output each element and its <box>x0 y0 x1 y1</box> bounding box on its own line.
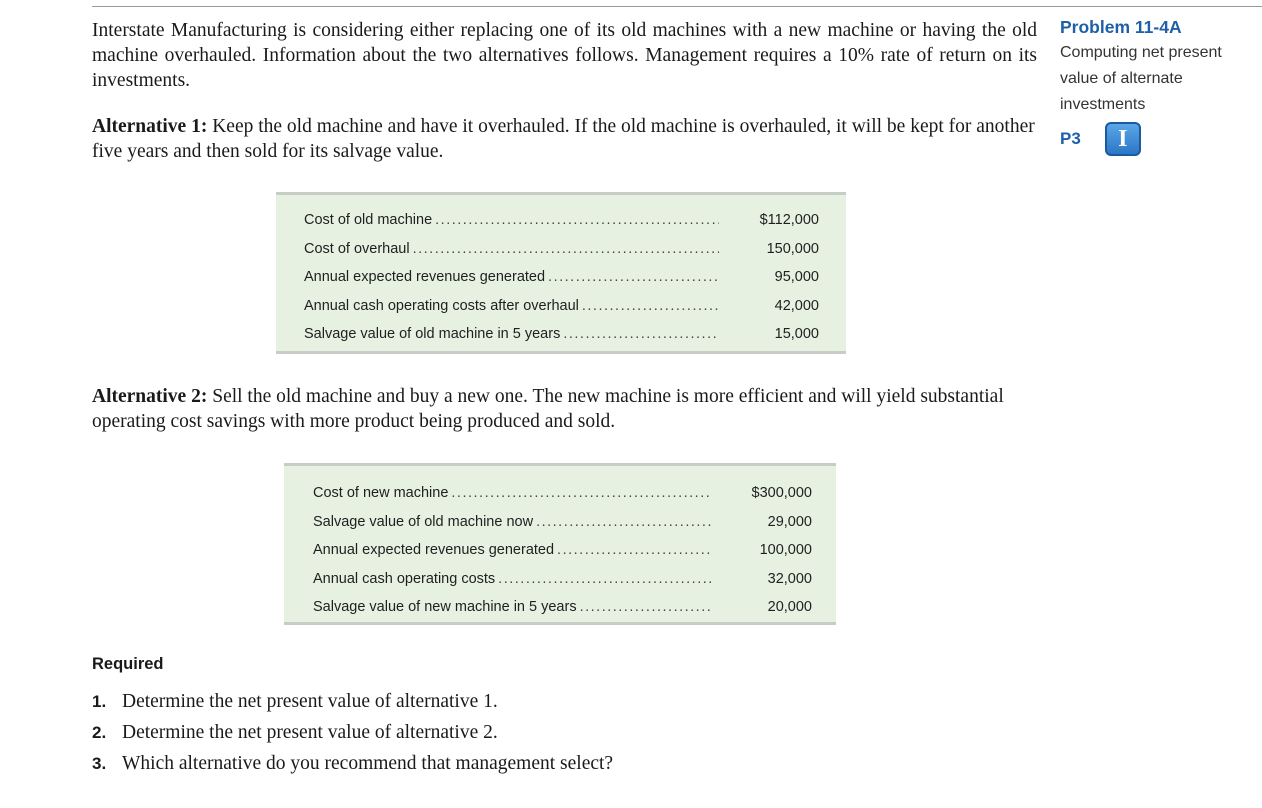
list-item <box>92 686 613 717</box>
row-label: Annual cash operating costs after overhaul <box>304 297 579 314</box>
row-amount: $112,000 <box>759 212 819 229</box>
dot-leader <box>536 514 712 530</box>
required-heading: Required <box>92 655 164 673</box>
row-amount: 32,000 <box>767 570 812 587</box>
alternative-2-label: Alternative 2: <box>92 386 208 407</box>
row-amount: 150,000 <box>766 240 819 257</box>
row-amount: 100,000 <box>759 542 812 559</box>
row-amount: $300,000 <box>751 485 812 502</box>
row-label: Annual expected revenues generated <box>304 269 546 286</box>
objective-row <box>1060 122 1260 156</box>
problem-sidebar <box>1060 14 1260 156</box>
table-row <box>313 508 836 537</box>
dot-leader <box>451 485 712 501</box>
problem-intro: Interstate Manufacturing is considering either replacing one of its old machines with a new machine or having the old machine overhauled. Information about the two alternatives follows. Management requires a 10% rate of return on its investments. <box>92 20 1037 91</box>
row-amount: 95,000 <box>774 269 819 286</box>
item-text: Determine the net present value of alternative 2. <box>122 722 498 743</box>
alternative-2-table <box>284 463 836 625</box>
list-item <box>92 748 613 779</box>
row-amount: 29,000 <box>767 513 812 530</box>
row-label: Cost of overhaul <box>304 240 410 257</box>
info-icon[interactable]: I <box>1105 122 1141 156</box>
row-label: Annual cash operating costs <box>313 570 496 587</box>
alternative-1-paragraph <box>92 114 1037 164</box>
row-amount: 42,000 <box>774 297 819 314</box>
dot-leader <box>498 571 712 587</box>
table-row <box>304 263 846 292</box>
dot-leader <box>580 599 712 615</box>
table-row <box>304 235 846 264</box>
dot-leader <box>435 212 719 228</box>
row-label: Annual expected revenues generated <box>313 542 555 559</box>
row-amount: 15,000 <box>774 326 819 343</box>
row-label: Salvage value of old machine now <box>313 513 534 530</box>
row-label: Salvage value of old machine in 5 years <box>304 326 561 343</box>
dot-leader <box>582 298 719 314</box>
dot-leader <box>557 542 712 558</box>
dot-leader <box>413 241 719 257</box>
dot-leader <box>563 326 719 342</box>
table-row <box>304 320 846 349</box>
item-number: 3. <box>92 754 107 773</box>
table-row <box>304 292 846 321</box>
item-number: 2. <box>92 723 107 742</box>
dot-leader <box>548 269 719 285</box>
problem-description: Computing net present value of alternate investments <box>1060 44 1222 113</box>
required-list <box>92 686 613 779</box>
table-row <box>313 479 836 508</box>
alternative-1-label: Alternative 1: <box>92 116 208 137</box>
alternative-1-text: Keep the old machine and have it overhauled. If the old machine is overhauled, it will be kept for another five years and then sold for its salvage value. <box>92 116 1035 162</box>
problem-number: Problem 11-4A <box>1060 17 1182 37</box>
item-text: Determine the net present value of alternative 1. <box>122 691 498 712</box>
row-label: Cost of old machine <box>304 212 433 229</box>
top-rule <box>92 6 1262 7</box>
row-label: Cost of new machine <box>313 485 449 502</box>
row-amount: 20,000 <box>767 599 812 616</box>
alternative-2-text: Sell the old machine and buy a new one. The new machine is more efficient and will yield substantial operating cost savings with more product being produced and sold. <box>92 386 1004 432</box>
table-row <box>313 536 836 565</box>
learning-objective: P3 <box>1060 129 1081 148</box>
table-row <box>313 565 836 594</box>
row-label: Salvage value of new machine in 5 years <box>313 599 577 616</box>
table-row <box>313 593 836 622</box>
alternative-2-paragraph <box>92 384 1037 434</box>
alternative-1-table <box>276 192 846 354</box>
item-number: 1. <box>92 692 107 711</box>
list-item <box>92 717 613 748</box>
item-text: Which alternative do you recommend that management select? <box>122 753 614 774</box>
table-row <box>304 206 846 235</box>
